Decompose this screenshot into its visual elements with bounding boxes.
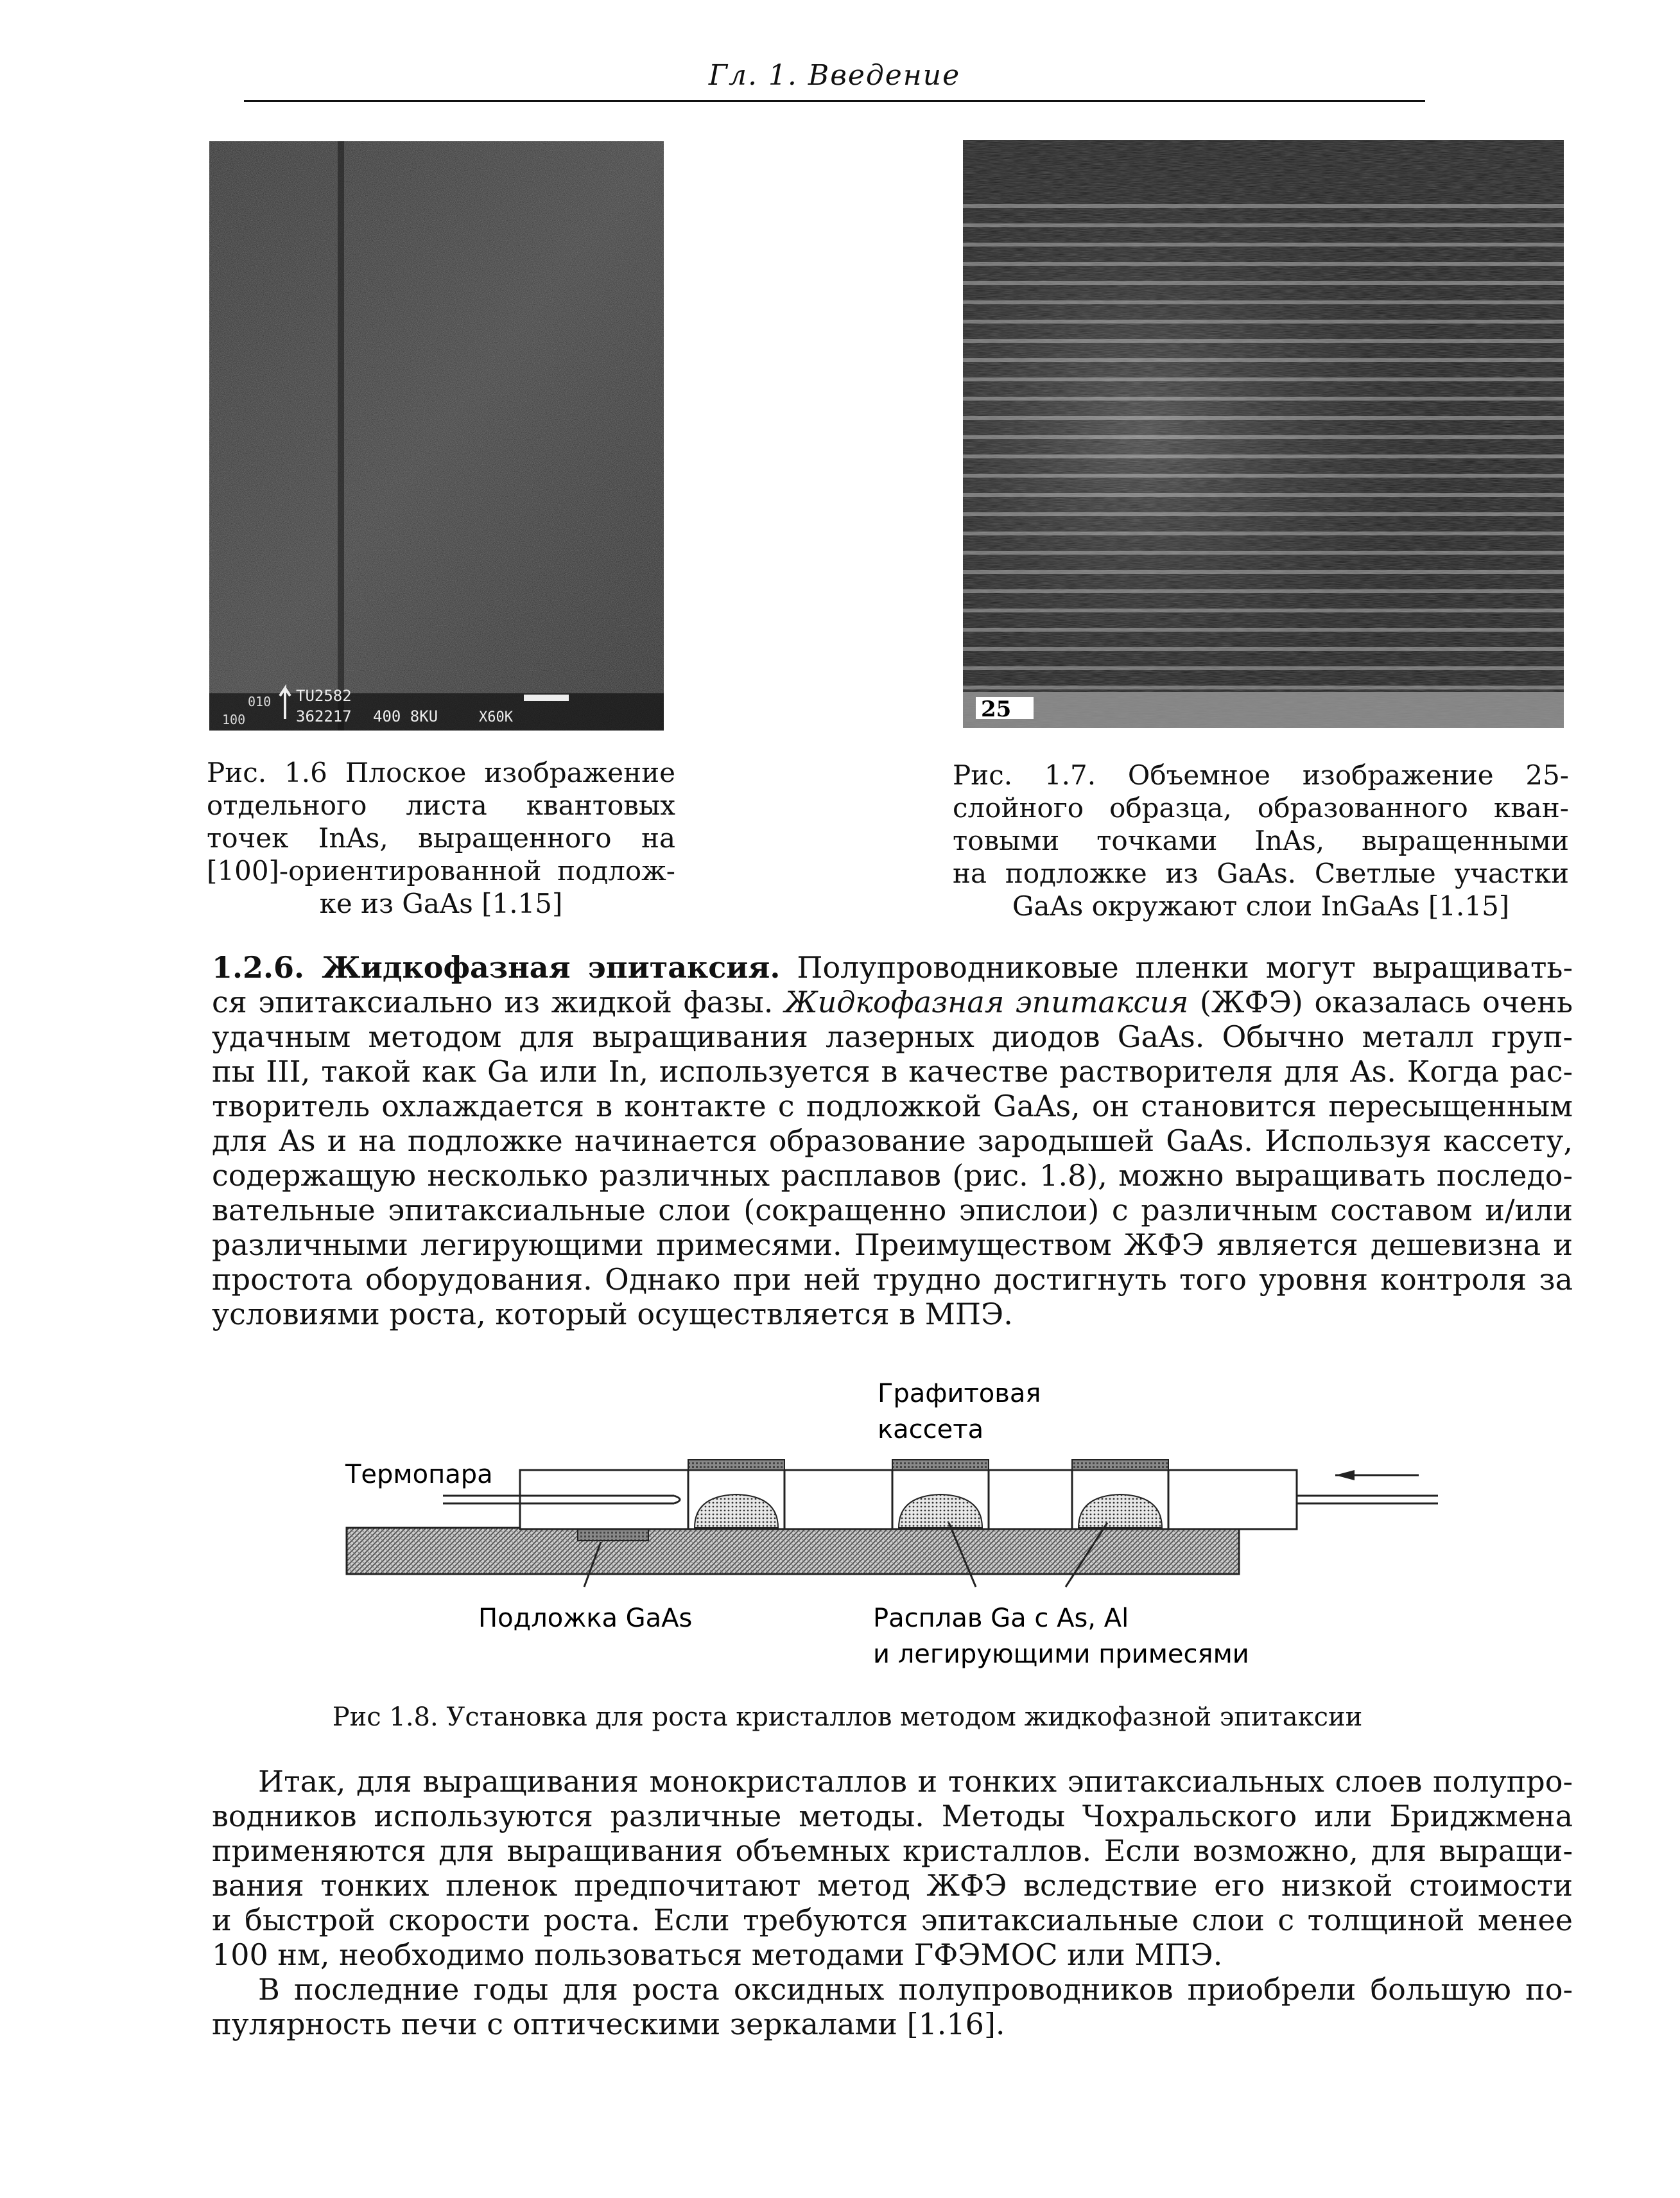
section-1-2-6 [212, 950, 1573, 1331]
section-line: различными легирующими примесями. Преимуществом ЖФЭ является дешевизна и [212, 1227, 1573, 1262]
figure-1-6-caption [207, 756, 675, 920]
section-text: (ЖФЭ) оказалась очень [1188, 985, 1573, 1019]
photo-bottom-band [963, 692, 1564, 728]
section-line: вательные эпитаксиальные слои (сокращенно эпислои) с различным составом и/или [212, 1193, 1573, 1227]
running-header: Гл. 1. Введение [708, 59, 961, 92]
label-thermocouple: Термопара [345, 1460, 493, 1489]
section-second-line [212, 985, 1573, 1019]
section-text: ся эпитаксиально из жидкой фазы. [212, 985, 784, 1019]
scale-bar [524, 695, 569, 701]
header-rule [244, 100, 1425, 102]
figure-1-8-caption: Рис 1.8. Установка для роста кристаллов методом жидкофазной эпитаксии [332, 1702, 1363, 1732]
conclusion-line: применяются для выращивания объемных кристаллов. Если возможно, для выращи- [212, 1833, 1573, 1868]
well-cap-3 [1072, 1460, 1168, 1470]
section-line: удачным методом для выращивания лазерных диодов GaAs. Обычно металл груп- [212, 1019, 1573, 1054]
photo-overlay-c: TU2582 [296, 687, 352, 705]
section-line: творитель охлаждается в контакте с подложкой GaAs, он становится пересыщенным [212, 1089, 1573, 1123]
figure-1-6-svg [209, 141, 664, 731]
label-melt-line1: Расплав Ga с As, Al [873, 1604, 1129, 1633]
well-cap-1 [688, 1460, 784, 1470]
conclusion-line: и быстрой скорости роста. Если требуются эпитаксиальные слои с толщиной менее [212, 1903, 1573, 1937]
figure-1-7-caption [953, 759, 1569, 922]
photo-glow [963, 140, 1564, 728]
conclusion-line: Итак, для выращивания монокристаллов и тонких эпитаксиальных слоев полупро- [258, 1764, 1573, 1799]
term-italic: Жидкофазная эпитаксия [784, 985, 1189, 1019]
photo-overlay-b: 100 [222, 712, 246, 727]
arrowhead-icon [1335, 1470, 1355, 1480]
photo-overlay-f: X60K [479, 709, 513, 725]
photo-overlay-e: 400 8KU [373, 707, 438, 725]
caption-line: ке из GaAs [1.15] [319, 888, 563, 919]
caption-line: слойного образца, образованного кван- [953, 792, 1569, 824]
photo-overlay-a: 010 [248, 694, 272, 709]
label-substrate: Подложка GaAs [478, 1604, 693, 1633]
conclusion-line: В последние годы для роста оксидных полупроводников приобрели большую по- [258, 1972, 1573, 2007]
section-line: для As и на подложке начинается образование зародышей GaAs. Используя кассету, [212, 1123, 1573, 1158]
section-heading: 1.2.6. Жидкофазная эпитаксия. [212, 950, 781, 985]
base-boat [347, 1528, 1239, 1574]
section-text: Полупроводниковые пленки могут выращивать- [780, 950, 1573, 985]
figure-1-8-diagram [334, 1374, 1451, 1682]
caption-line: на подложке из GaAs. Светлые участки [953, 858, 1569, 889]
figure-1-6-image [209, 141, 664, 731]
section-line: условиями роста, который осуществляется в МПЭ. [212, 1297, 1013, 1331]
caption-line: отдельного листа квантовых [207, 790, 675, 821]
conclusion-line: 100 нм, необходимо пользоваться методами ГФЭМОС или МПЭ. [212, 1937, 1223, 1972]
photo-streak [338, 141, 344, 731]
section-line: содержащую несколько различных расплавов (рис. 1.8), можно выращивать последо- [212, 1158, 1573, 1193]
section-line: пы III, такой как Ga или In, используется в качестве растворителя для As. Когда рас- [212, 1054, 1573, 1089]
label-cassette-line2: кассета [878, 1415, 984, 1444]
caption-line: товыми точками InAs, выращенными [953, 825, 1569, 856]
caption-line: Рис. 1.6 Плоское изображение [207, 757, 675, 788]
well-cap-2 [892, 1460, 989, 1470]
label-melt-line2: и легирующими примесями [873, 1640, 1249, 1669]
caption-line: GaAs окружают слои InGaAs [1.15] [1012, 890, 1510, 922]
figure-1-7-image [963, 140, 1564, 728]
section-line: простота оборудования. Однако при ней трудно достигнуть того уровня контроля за [212, 1262, 1573, 1297]
conclusion [212, 1764, 1573, 2041]
photo-grain [209, 141, 664, 731]
label-cassette-line1: Графитовая [878, 1379, 1041, 1408]
section-first-line [212, 950, 1573, 985]
conclusion-line: вания тонких пленок предпочитают метод ЖФЭ вследствие его низкой стоимости [212, 1868, 1573, 1903]
photo-overlay-d: 362217 [296, 707, 352, 725]
caption-line: точек InAs, выращенного на [207, 822, 675, 854]
caption-line: [100]-ориентированной подлож- [207, 855, 675, 887]
lpe-setup-svg [334, 1374, 1451, 1682]
conclusion-line: водников используются различные методы. Методы Чохральского или Бриджмена [212, 1799, 1573, 1833]
conclusion-line: пулярность печи с оптическими зеркалами [1.16]. [212, 2007, 1005, 2041]
figure-1-7-svg [963, 140, 1564, 728]
caption-line: Рис. 1.7. Объемное изображение 25- [953, 759, 1569, 791]
scale-label: 25 [981, 697, 1012, 722]
